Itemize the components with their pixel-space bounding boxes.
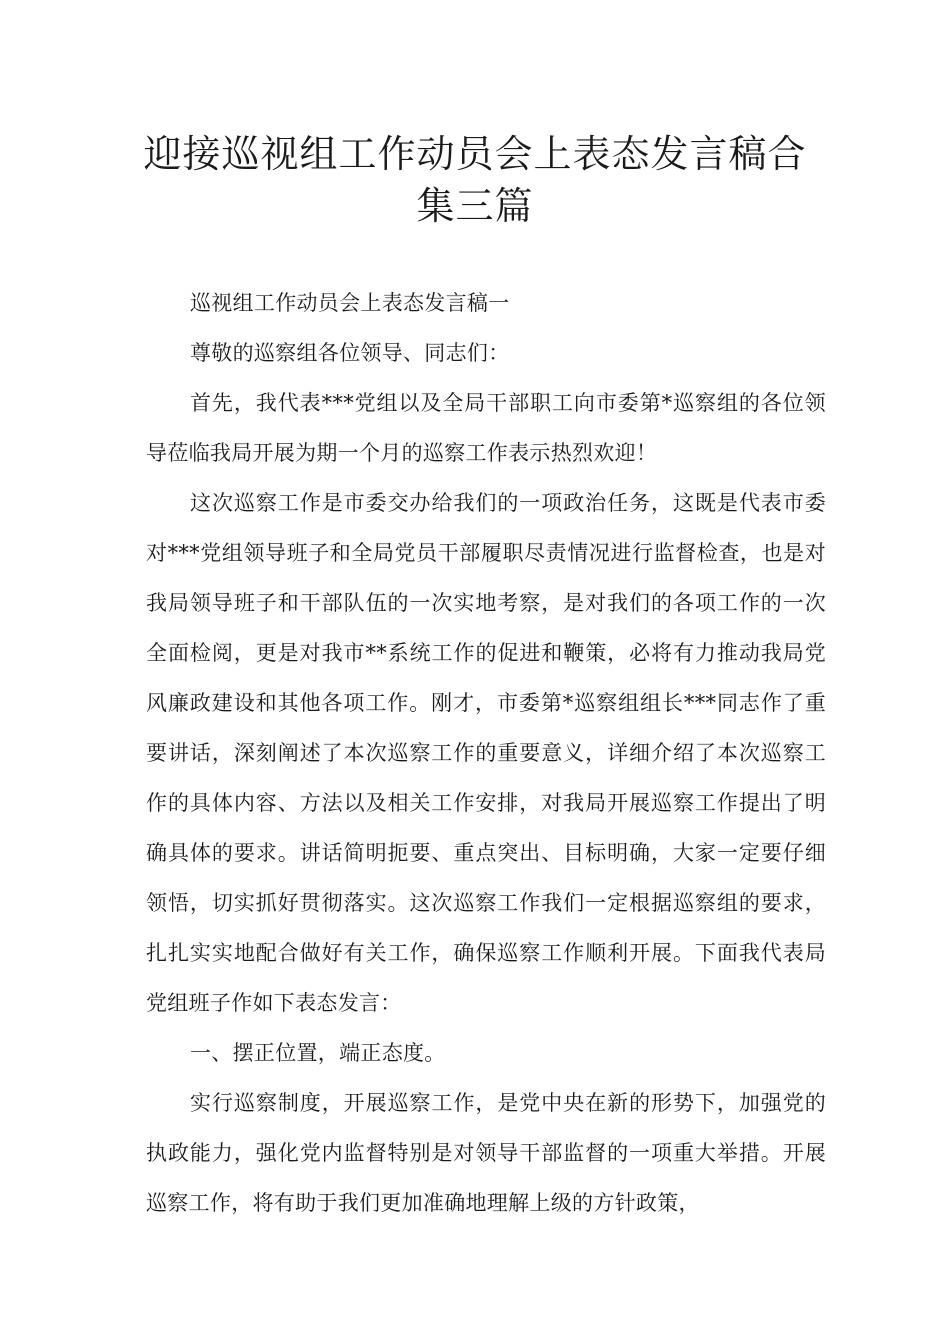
document-body [146, 278, 826, 1228]
body-paragraph: 实行巡察制度，开展巡察工作，是党中央在新的形势下，加强党的执政能力，强化党内监督特别是对领导干部监督的一项重大举措。开展巡察工作，将有助于我们更加准确地理解上级的方针政策， [146, 1091, 826, 1215]
document-title-line-2: 集三篇 [416, 184, 534, 228]
subtitle-paragraph: 巡视组工作动员会上表态发言稿一 [190, 291, 510, 315]
document-title-line-1: 迎接巡视组工作动员会上表态发言稿合 [143, 132, 807, 176]
body-paragraph: 这次巡察工作是市委交办给我们的一项政治任务，这既是代表市委对***党组领导班子和全局党员干部履职尽责情况进行监督检查，也是对我局领导班子和干部队伍的一次实地考察，是对我们的各项工作的一次全面检阅，更是对我市**系统工作的促进和鞭策，必将有力推动我局党风廉政建设和其他各项工作。刚才，市委第*巡察组组长***同志作了重要讲话，深刻阐述了本次巡察工作的重要意义，详细介绍了本次巡察工作的具体内容、方法以及相关工作安排，对我局开展巡察工作提出了明确具体的要求。讲话简明扼要、重点突出、目标明确，大家一定要仔细领悟，切实抓好贯彻落实。这次巡察工作我们一定根据巡察组的要求，扎扎实实地配合做好有关工作，确保巡察工作顺利开展。下面我代表局党组班子作如下表态发言： [146, 491, 826, 1015]
body-paragraph: 首先，我代表***党组以及全局干部职工向市委第*巡察组的各位领导莅临我局开展为期一个月的巡察工作表示热烈欢迎！ [146, 391, 826, 465]
salutation-paragraph: 尊敬的巡察组各位领导、同志们： [190, 341, 510, 365]
section-heading-paragraph: 一、摆正位置，端正态度。 [190, 1041, 446, 1065]
